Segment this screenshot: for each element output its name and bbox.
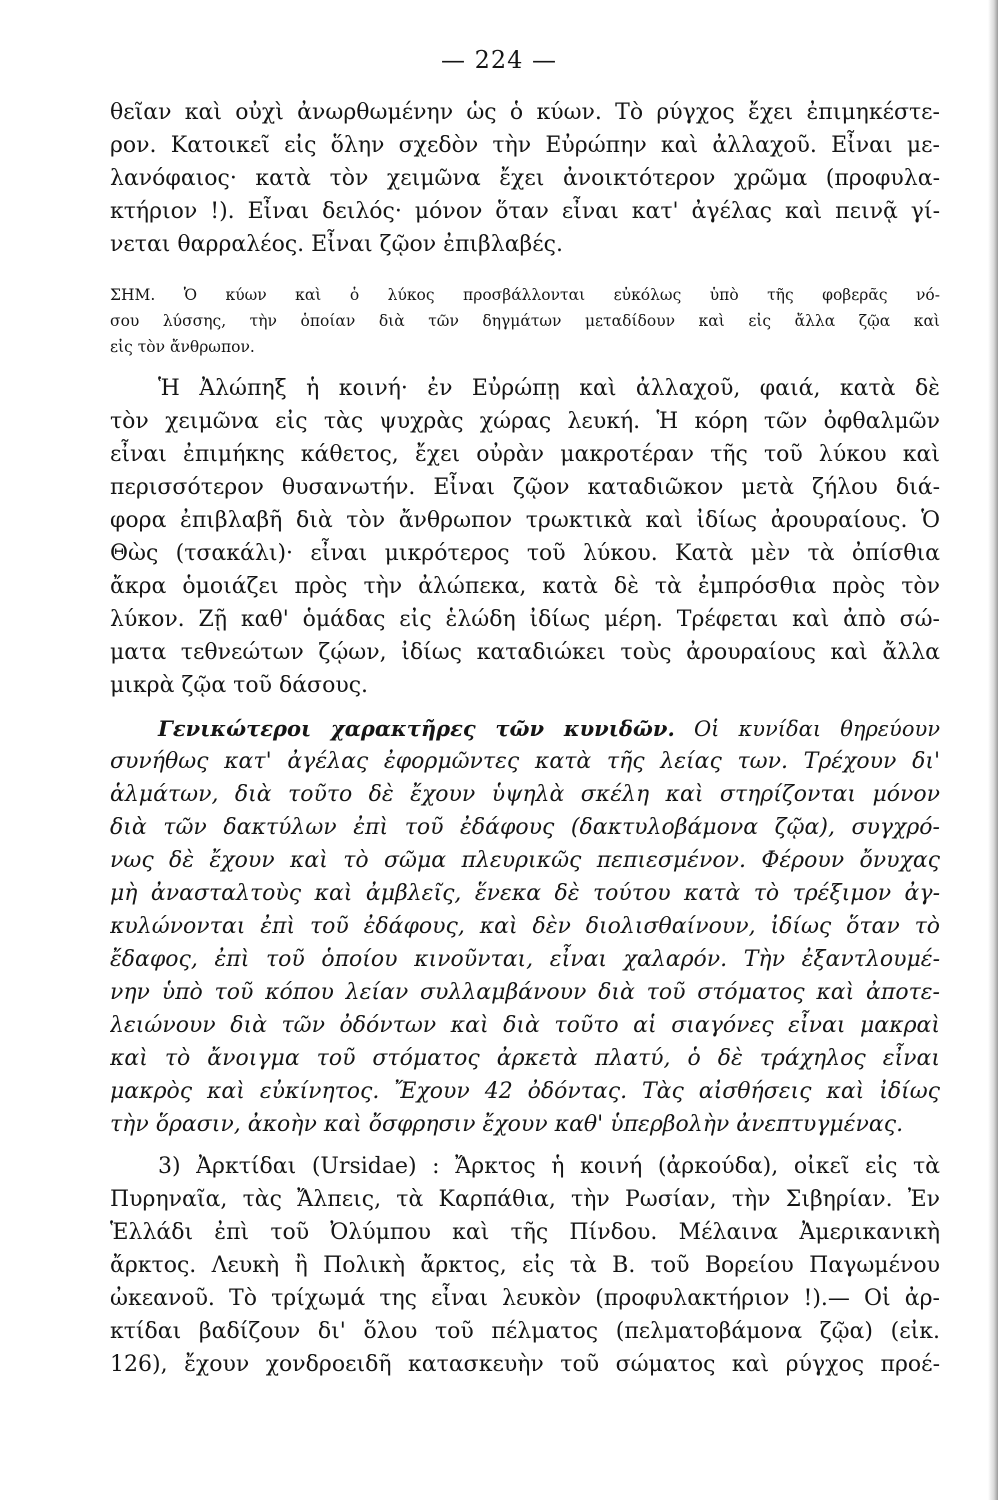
text-line: νως δὲ ἔχουν καὶ τὸ σῶμα πλευρικῶς πεπιεσμένον. Φέρουν ὄνυχας bbox=[110, 848, 940, 873]
note-line: σου λύσσης, τὴν ὁποίαν διὰ τῶν δηγμάτων μεταδίδουν καὶ εἰς ἄλλα ζῷα καὶ bbox=[110, 312, 940, 330]
note-rabies bbox=[110, 282, 940, 360]
text-line: περισσότερον θυσανωτήν. Εἶναι ζῷον καταδιῶκον μετὰ ζήλου διά- bbox=[110, 475, 940, 500]
text-line: θεῖαν καὶ οὐχὶ ἀνωρθωμένην ὡς ὁ κύων. Τὸ ρύγχος ἔχει ἐπιμηκέστε- bbox=[110, 100, 940, 125]
text-line: ἁλμάτων, διὰ τοῦτο δὲ ἔχουν ὑψηλὰ σκέλη καὶ στηρίζονται μόνον bbox=[110, 782, 940, 807]
text-line: ὠκεανοῦ. Τὸ τρίχωμά της εἶναι λευκὸν (προφυλακτήριον !).— Οἱ ἀρ- bbox=[110, 1286, 940, 1311]
text-line: νεται θαρραλέος. Εἶναι ζῷον ἐπιβλαβές. bbox=[110, 232, 563, 257]
text-line: ἔδαφος, ἐπὶ τοῦ ὁποίου κινοῦνται, εἶναι χαλαρόν. Τὴν ἐξαντλουμέ- bbox=[110, 947, 940, 972]
text-line: λανόφαιος· κατὰ τὸν χειμῶνα ἔχει ἀνοικτότερον χρῶμα (προφυλα- bbox=[110, 166, 940, 191]
text-line: τὸν χειμῶνα εἰς τὰς ψυχρὰς χώρας λευκή. Ἡ κόρη τῶν ὀφθαλμῶν bbox=[110, 409, 940, 434]
section-canids-characteristics bbox=[110, 712, 940, 745]
page-edge bbox=[988, 0, 998, 1500]
text-line: νην ὑπὸ τοῦ κόπου λείαν συλλαμβάνουν διὰ τοῦ στόματος καὶ ἀποτε- bbox=[110, 980, 940, 1005]
text-line: καὶ τὸ ἄνοιγμα τοῦ στόματος ἀρκετὰ πλατύ, ὁ δὲ τράχηλος εἶναι bbox=[110, 1046, 940, 1071]
text-line: Πυρηναῖα, τὰς Ἄλπεις, τὰ Καρπάθια, τὴν Ρωσίαν, τὴν Σιβηρίαν. Ἐν bbox=[110, 1187, 940, 1212]
section-heading: Γενικώτεροι χαρακτῆρες τῶν κυνιδῶν. bbox=[158, 716, 675, 741]
section-heading-tail: Οἱ κυνίδαι θηρεύουν bbox=[693, 717, 940, 741]
text-line: μικρὰ ζῷα τοῦ δάσους. bbox=[110, 673, 369, 698]
text-line: ἄκρα ὁμοιάζει πρὸς τὴν ἀλώπεκα, κατὰ δὲ τὰ ἐμπρόσθια πρὸς τὸν bbox=[110, 574, 940, 599]
paragraph-fox-jackal bbox=[110, 372, 940, 702]
text-line: λύκον. Ζῇ καθ' ὁμάδας εἰς ἑλώδη ἰδίως μέρη. Τρέφεται καὶ ἀπὸ σώ- bbox=[110, 607, 940, 632]
text-line: διὰ τῶν δακτύλων ἐπὶ τοῦ ἐδάφους (δακτυλοβάμονα ζῷα), συγχρό- bbox=[110, 815, 940, 840]
text-line: κτήριον !). Εἶναι δειλός· μόνον ὅταν εἶναι κατ' ἀγέλας καὶ πεινᾷ γί- bbox=[110, 199, 940, 224]
text-line: εἶναι ἐπιμήκης κάθετος, ἔχει οὐρὰν μακροτέραν τῆς τοῦ λύκου καὶ bbox=[110, 442, 940, 467]
text-line: κτίδαι βαδίζουν δι' ὅλου τοῦ πέλματος (πελματοβάμονα ζῷα) (εἰκ. bbox=[110, 1319, 940, 1344]
text-line: ρον. Κατοικεῖ εἰς ὅλην σχεδὸν τὴν Εὐρώπην καὶ ἀλλαχοῦ. Εἶναι με- bbox=[110, 133, 940, 158]
text-line: Ἡ Ἀλώπηξ ἡ κοινή· ἐν Εὐρώπῃ καὶ ἀλλαχοῦ, φαιά, κατὰ δὲ bbox=[158, 376, 940, 401]
text-line: Ἑλλάδι ἐπὶ τοῦ Ὀλύμπου καὶ τῆς Πίνδου. Μέλαινα Ἀμερικανικὴ bbox=[110, 1220, 940, 1245]
text-line: 3) Ἀρκτίδαι (Ursidae) : Ἄρκτος ἡ κοινή (ἀρκούδα), οἰκεῖ εἰς τὰ bbox=[158, 1154, 940, 1179]
text-line: συνήθως κατ' ἀγέλας ἐφορμῶντες κατὰ τῆς λείας των. Τρέχουν δι' bbox=[110, 749, 940, 774]
text-line: ἄρκτος. Λευκὴ ἢ Πολικὴ ἄρκτος, εἰς τὰ Β. τοῦ Βορείου Παγωμένου bbox=[110, 1253, 940, 1278]
note-line: ΣΗΜ. Ὁ κύων καὶ ὁ λύκος προσβάλλονται εὐκόλως ὑπὸ τῆς φοβερᾶς νό- bbox=[110, 286, 940, 304]
text-line: μὴ ἀνασταλτοὺς καὶ ἀμβλεῖς, ἕνεκα δὲ τούτου κατὰ τὸ τρέξιμον ἀγ- bbox=[110, 881, 940, 906]
text-line: μακρὸς καὶ εὐκίνητος. Ἔχουν 42 ὀδόντας. Τὰς αἰσθήσεις καὶ ἰδίως bbox=[110, 1079, 940, 1104]
text-line: κυλώνονται ἐπὶ τοῦ ἐδάφους, καὶ δὲν διολισθαίνουν, ἰδίως ὅταν τὸ bbox=[110, 914, 940, 939]
text-line: Θὼς (τσακάλι)· εἶναι μικρότερος τοῦ λύκου. Κατὰ μὲν τὰ ὀπίσθια bbox=[110, 541, 940, 566]
section-heading-line bbox=[110, 712, 940, 745]
paragraph-canids bbox=[110, 745, 940, 1141]
text-line: λειώνουν διὰ τῶν ὀδόντων καὶ διὰ τοῦτο αἱ σιαγόνες εἶναι μακραὶ bbox=[110, 1013, 940, 1038]
note-line: εἰς τὸν ἄνθρωπον. bbox=[110, 338, 255, 356]
text-line: τὴν ὅρασιν, ἀκοὴν καὶ ὄσφρησιν ἔχουν καθ' ὑπερβολὴν ἀνεπτυγμένας. bbox=[110, 1112, 904, 1137]
paragraph-wolf-end bbox=[110, 96, 940, 261]
paragraph-ursidae bbox=[110, 1150, 940, 1381]
text-line: φορα ἐπιβλαβῆ διὰ τὸν ἄνθρωπον τρωκτικὰ καὶ ἰδίως ἀρουραίους. Ὁ bbox=[110, 508, 940, 533]
text-line: ματα τεθνεώτων ζῴων, ἰδίως καταδιώκει τοὺς ἀρουραίους καὶ ἄλλα bbox=[110, 640, 940, 665]
page-number: — 224 — bbox=[440, 46, 558, 74]
text-line: 126), ἔχουν χονδροειδῆ κατασκευὴν τοῦ σώματος καὶ ρύγχος προέ- bbox=[110, 1352, 940, 1377]
